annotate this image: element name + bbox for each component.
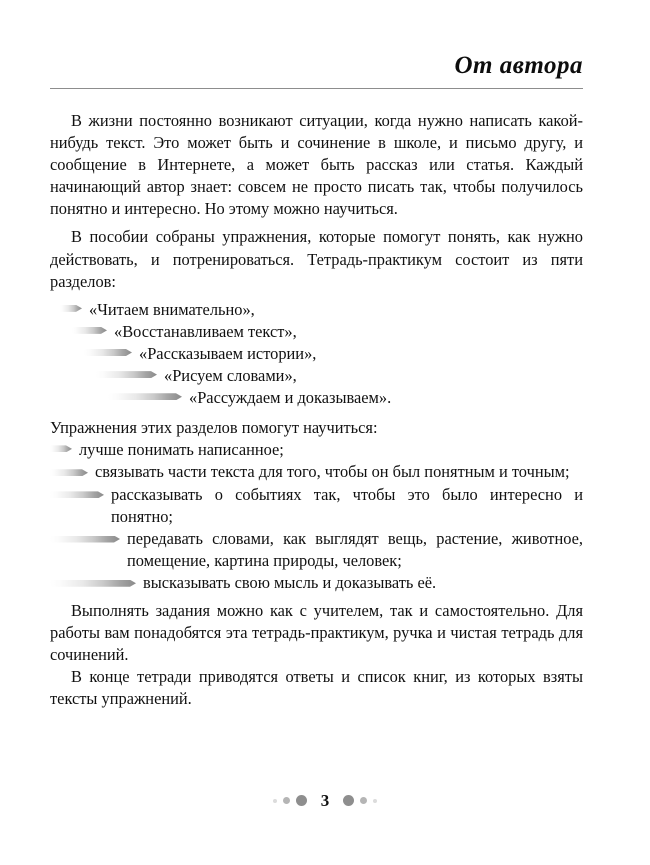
list-item-label: передавать словами, как выглядят вещь, растение, животное, помещение, картина природы, человек; xyxy=(127,528,583,570)
arrow-bullet-icon xyxy=(84,349,132,356)
paragraph-sections-lead: Упражнения этих разделов помогут научиться: xyxy=(50,418,378,438)
spacer xyxy=(50,409,583,417)
list-item xyxy=(50,572,583,594)
list-item-label: «Восстанавливаем текст», xyxy=(114,321,297,341)
title-divider xyxy=(50,88,583,89)
page-number: 3 xyxy=(320,791,330,810)
large-dot-icon xyxy=(343,795,354,806)
arrow-bullet-icon xyxy=(96,371,157,378)
list-item xyxy=(50,461,583,483)
list-item-row xyxy=(50,484,583,528)
arrow-bullet-icon xyxy=(50,491,104,498)
skills-list xyxy=(50,439,583,594)
list-item xyxy=(50,484,583,528)
arrow-bullet-icon xyxy=(50,536,120,543)
list-item-label: рассказывать о событиях так, чтобы это было интересно и понятно; xyxy=(111,484,583,526)
list-item xyxy=(50,321,583,343)
list-item-label: связывать части текста для того, чтобы он был понятным и точным; xyxy=(95,462,570,482)
paragraph-about-book: В пособии собраны упражнения, которые помогут понять, как нужно действовать, и потренироваться. Тетрадь-практикум состоит из пяти разделов: xyxy=(50,227,583,291)
list-item-label: «Рисуем словами», xyxy=(164,366,297,386)
small-dot-icon xyxy=(373,799,377,803)
paragraph-answers: В конце тетради приводятся ответы и список книг, из которых взяты тексты упражнений. xyxy=(50,667,583,709)
large-dot-icon xyxy=(296,795,307,806)
list-item-row xyxy=(50,572,583,594)
medium-dot-icon xyxy=(283,797,290,804)
title-block xyxy=(50,52,583,89)
list-item-label: лучше понимать написанное; xyxy=(79,440,284,460)
small-dot-icon xyxy=(273,799,277,803)
list-item xyxy=(50,387,583,409)
list-item-label: «Рассуждаем и доказываем». xyxy=(189,388,392,408)
list-item-row xyxy=(50,528,583,572)
list-item-label: «Читаем внимательно», xyxy=(89,299,255,319)
paragraph-how-to-use: Выполнять задания можно как с учителем, так и самостоятельно. Для работы вам понадобятся эта тетрадь-практикум, ручка и чистая тетрадь для сочинений. xyxy=(50,600,583,665)
list-item-label: «Рассказываем истории», xyxy=(139,343,317,363)
list-item xyxy=(50,299,583,321)
arrow-bullet-icon xyxy=(50,469,88,476)
arrow-bullet-icon xyxy=(60,305,82,312)
arrow-bullet-icon xyxy=(72,327,107,334)
list-item xyxy=(50,343,583,365)
list-item-label: высказывать свою мысль и доказывать её. xyxy=(143,572,437,592)
list-item-row xyxy=(50,461,583,483)
medium-dot-icon xyxy=(360,797,367,804)
arrow-bullet-icon xyxy=(50,580,136,587)
list-item xyxy=(50,439,583,461)
paragraph-intro: В жизни постоянно возникают ситуации, когда нужно написать какой-нибудь текст. Это может быть и сочинение в школе, и письмо другу, и сообщение в Интернете, а может быть рассказ или статья. Каждый начинающий автор знает: совсем не просто писать так, чтобы получилось понятно и интересно. Но этому можно научиться. xyxy=(50,111,583,219)
page-title: От автора xyxy=(454,52,583,79)
sections-list xyxy=(50,299,583,409)
document-body xyxy=(50,110,583,710)
list-item xyxy=(50,365,583,387)
list-item xyxy=(50,528,583,572)
page-footer xyxy=(0,792,650,809)
arrow-bullet-icon xyxy=(108,393,182,400)
arrow-bullet-icon xyxy=(50,445,72,452)
